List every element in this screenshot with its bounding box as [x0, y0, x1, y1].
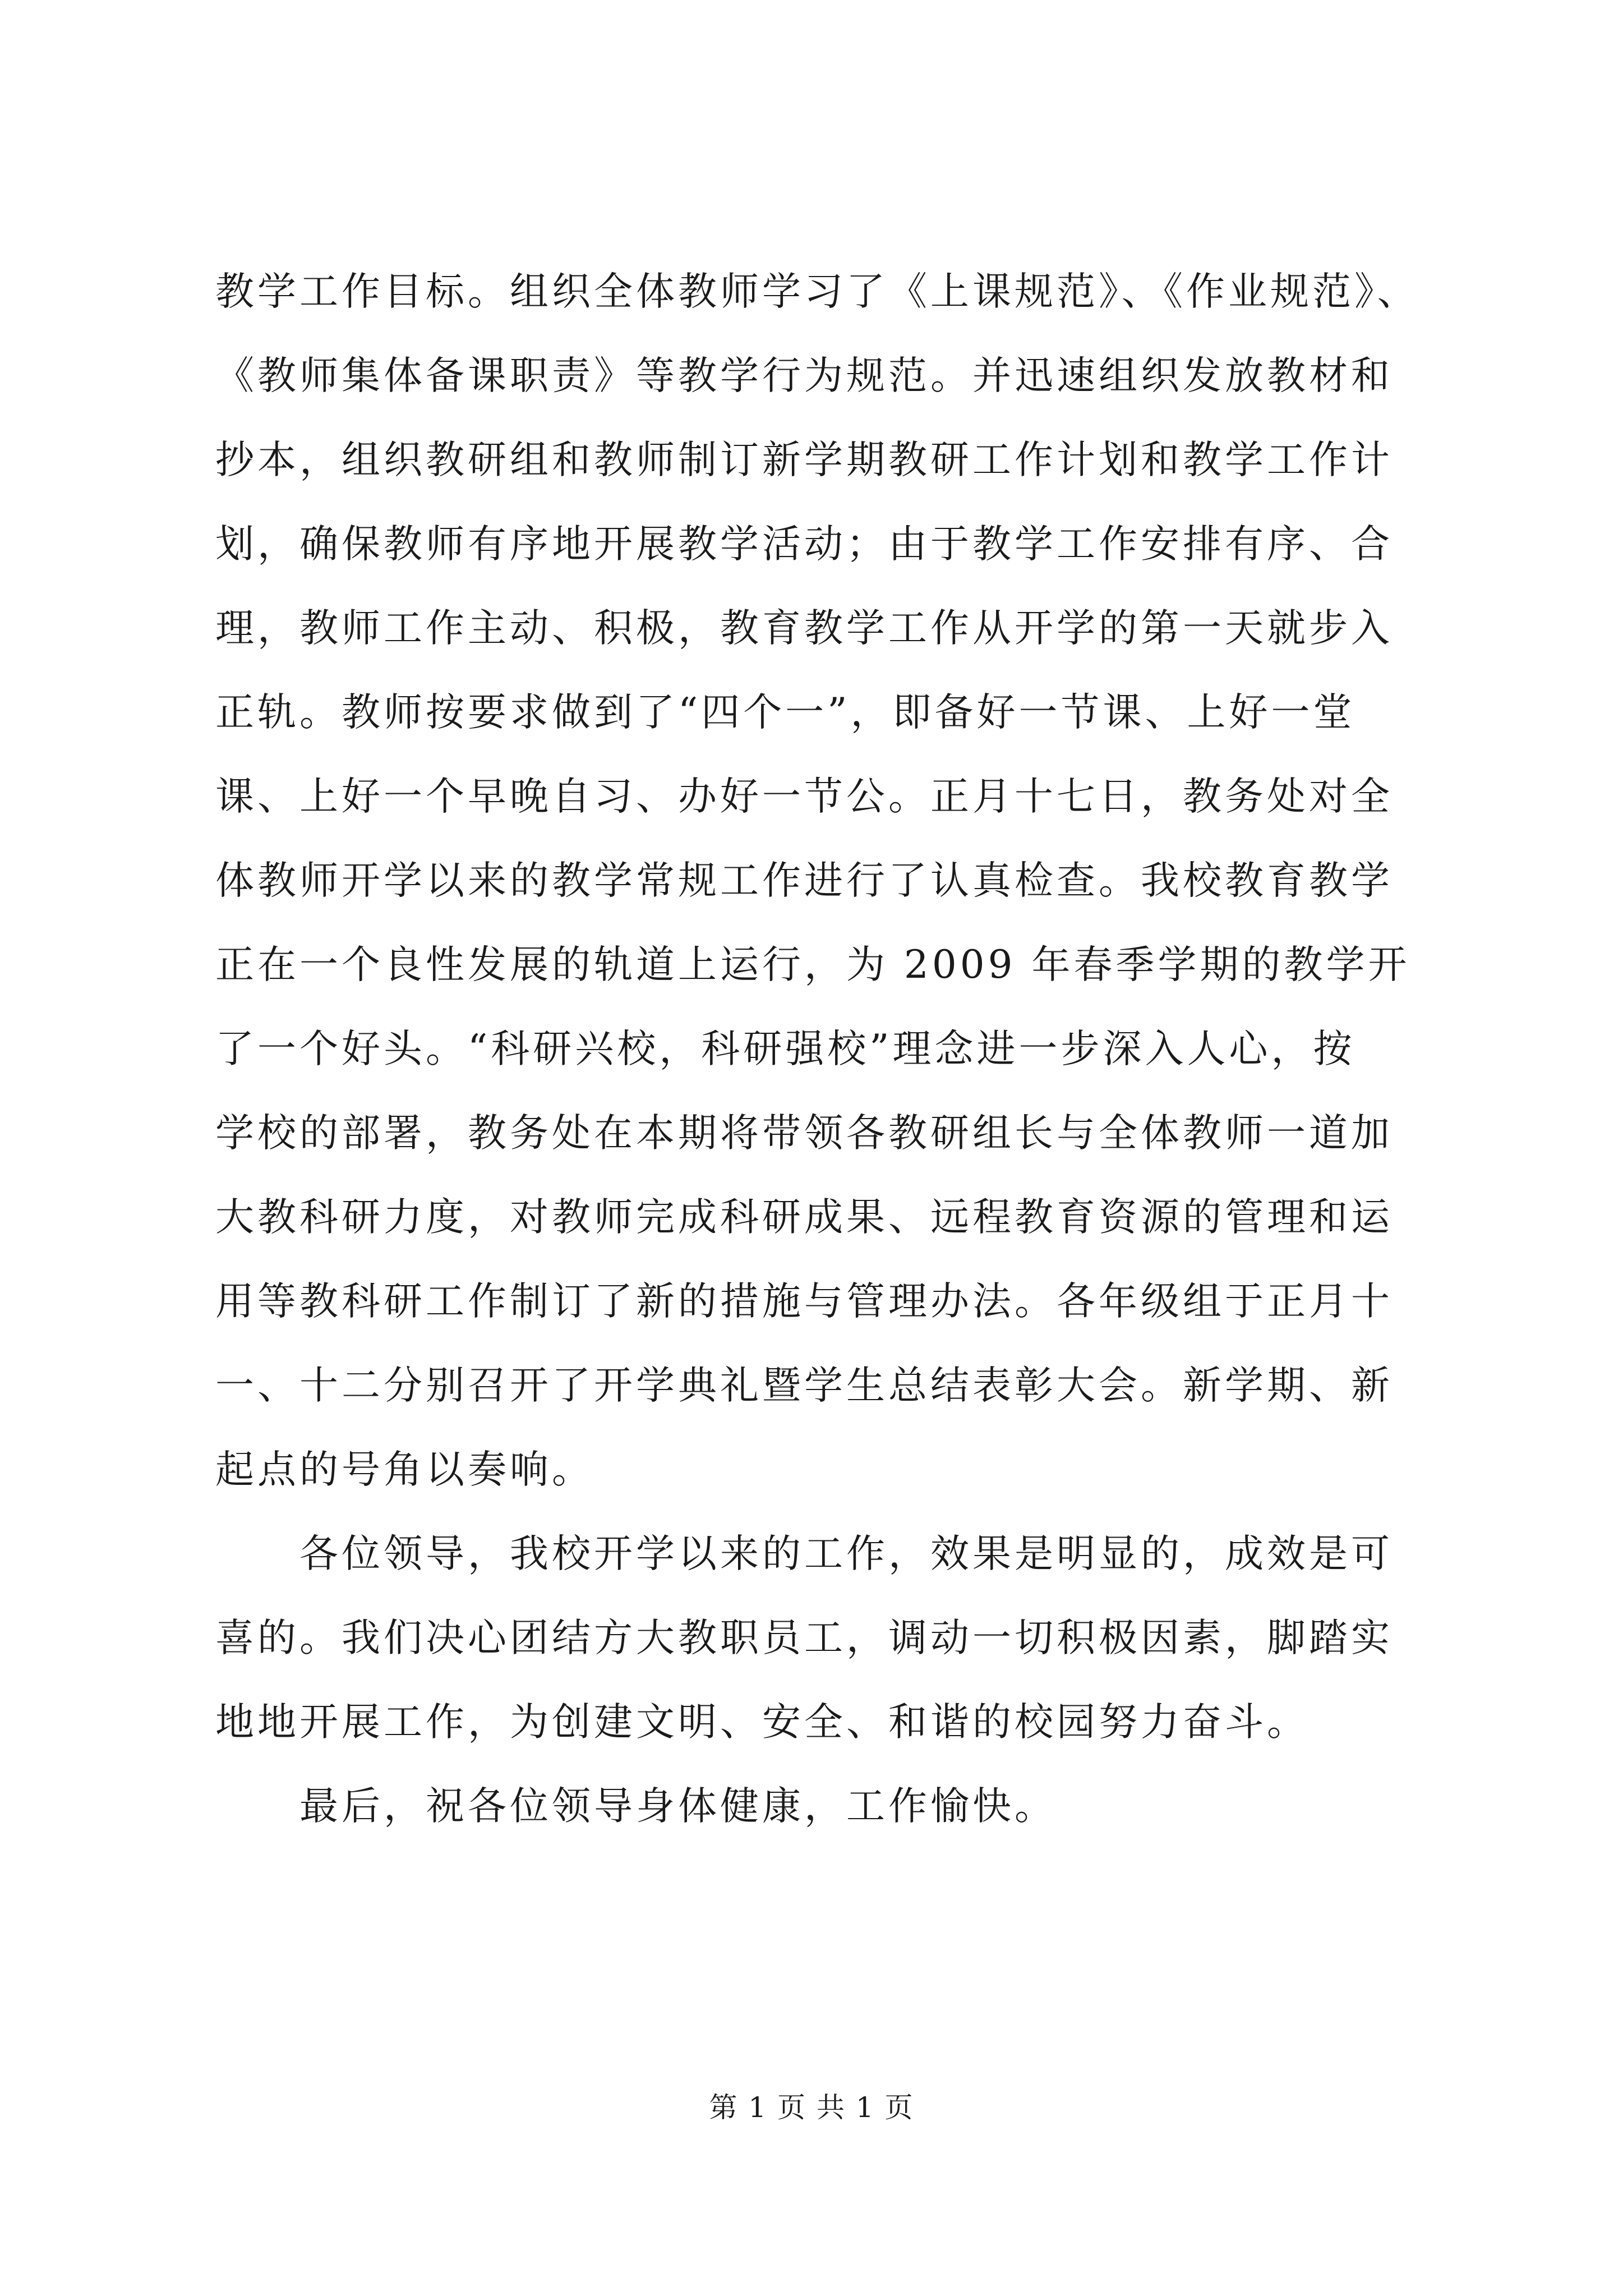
text-line: 各位领导，我校开学以来的工作，效果是明显的，成效是可: [215, 1531, 1393, 1576]
text-line: 抄本，组织教研组和教师制订新学期教研工作计划和教学工作计: [215, 438, 1393, 482]
text-line: 起点的号角以奏响。: [215, 1447, 594, 1492]
text-line: 地地开展工作，为创建文明、安全、和谐的校园努力奋斗。: [215, 1700, 1309, 1745]
text-line: 正轨。教师按要求做到了“四个一”，即备好一节课、上好一堂: [215, 690, 1355, 735]
text-line: 最后，祝各位领导身体健康，工作愉快。: [215, 1784, 1057, 1829]
text-line: 《教师集体备课职责》等教学行为规范。并迅速组织发放教材和: [215, 353, 1393, 398]
text-line: 用等教科研工作制订了新的措施与管理办法。各年级组于正月十: [215, 1279, 1393, 1324]
text-line: 了一个好头。“科研兴校，科研强校”理念进一步深入人心，按: [215, 1027, 1355, 1071]
text-line: 理，教师工作主动、积极，教育教学工作从开学的第一天就步入: [215, 606, 1393, 651]
text-line: 课、上好一个早晚自习、办好一节公。正月十七日，教务处对全: [215, 774, 1393, 819]
text-line: 喜的。我们决心团结方大教职员工，调动一切积极因素，脚踏实: [215, 1616, 1393, 1660]
text-line: 教学工作目标。组织全体教师学习了《上课规范》、《作业规范》、: [215, 269, 1419, 314]
text-line: 体教师开学以来的教学常规工作进行了认真检查。我校教育教学: [215, 858, 1393, 903]
text-line: 一、十二分别召开了开学典礼暨学生总结表彰大会。新学期、新: [215, 1363, 1393, 1408]
text-line: 学校的部署，教务处在本期将带领各教研组长与全体教师一道加: [215, 1111, 1393, 1156]
page-number-footer: 第 1 页 共 1 页: [709, 2091, 914, 2124]
text-line: 正在一个良性发展的轨道上运行，为 2009 年春季学期的教学开: [215, 942, 1410, 987]
text-line: 划，确保教师有序地开展教学活动；由于教学工作安排有序、合: [215, 522, 1393, 567]
text-line: 大教科研力度，对教师完成科研成果、远程教育资源的管理和运: [215, 1195, 1393, 1240]
